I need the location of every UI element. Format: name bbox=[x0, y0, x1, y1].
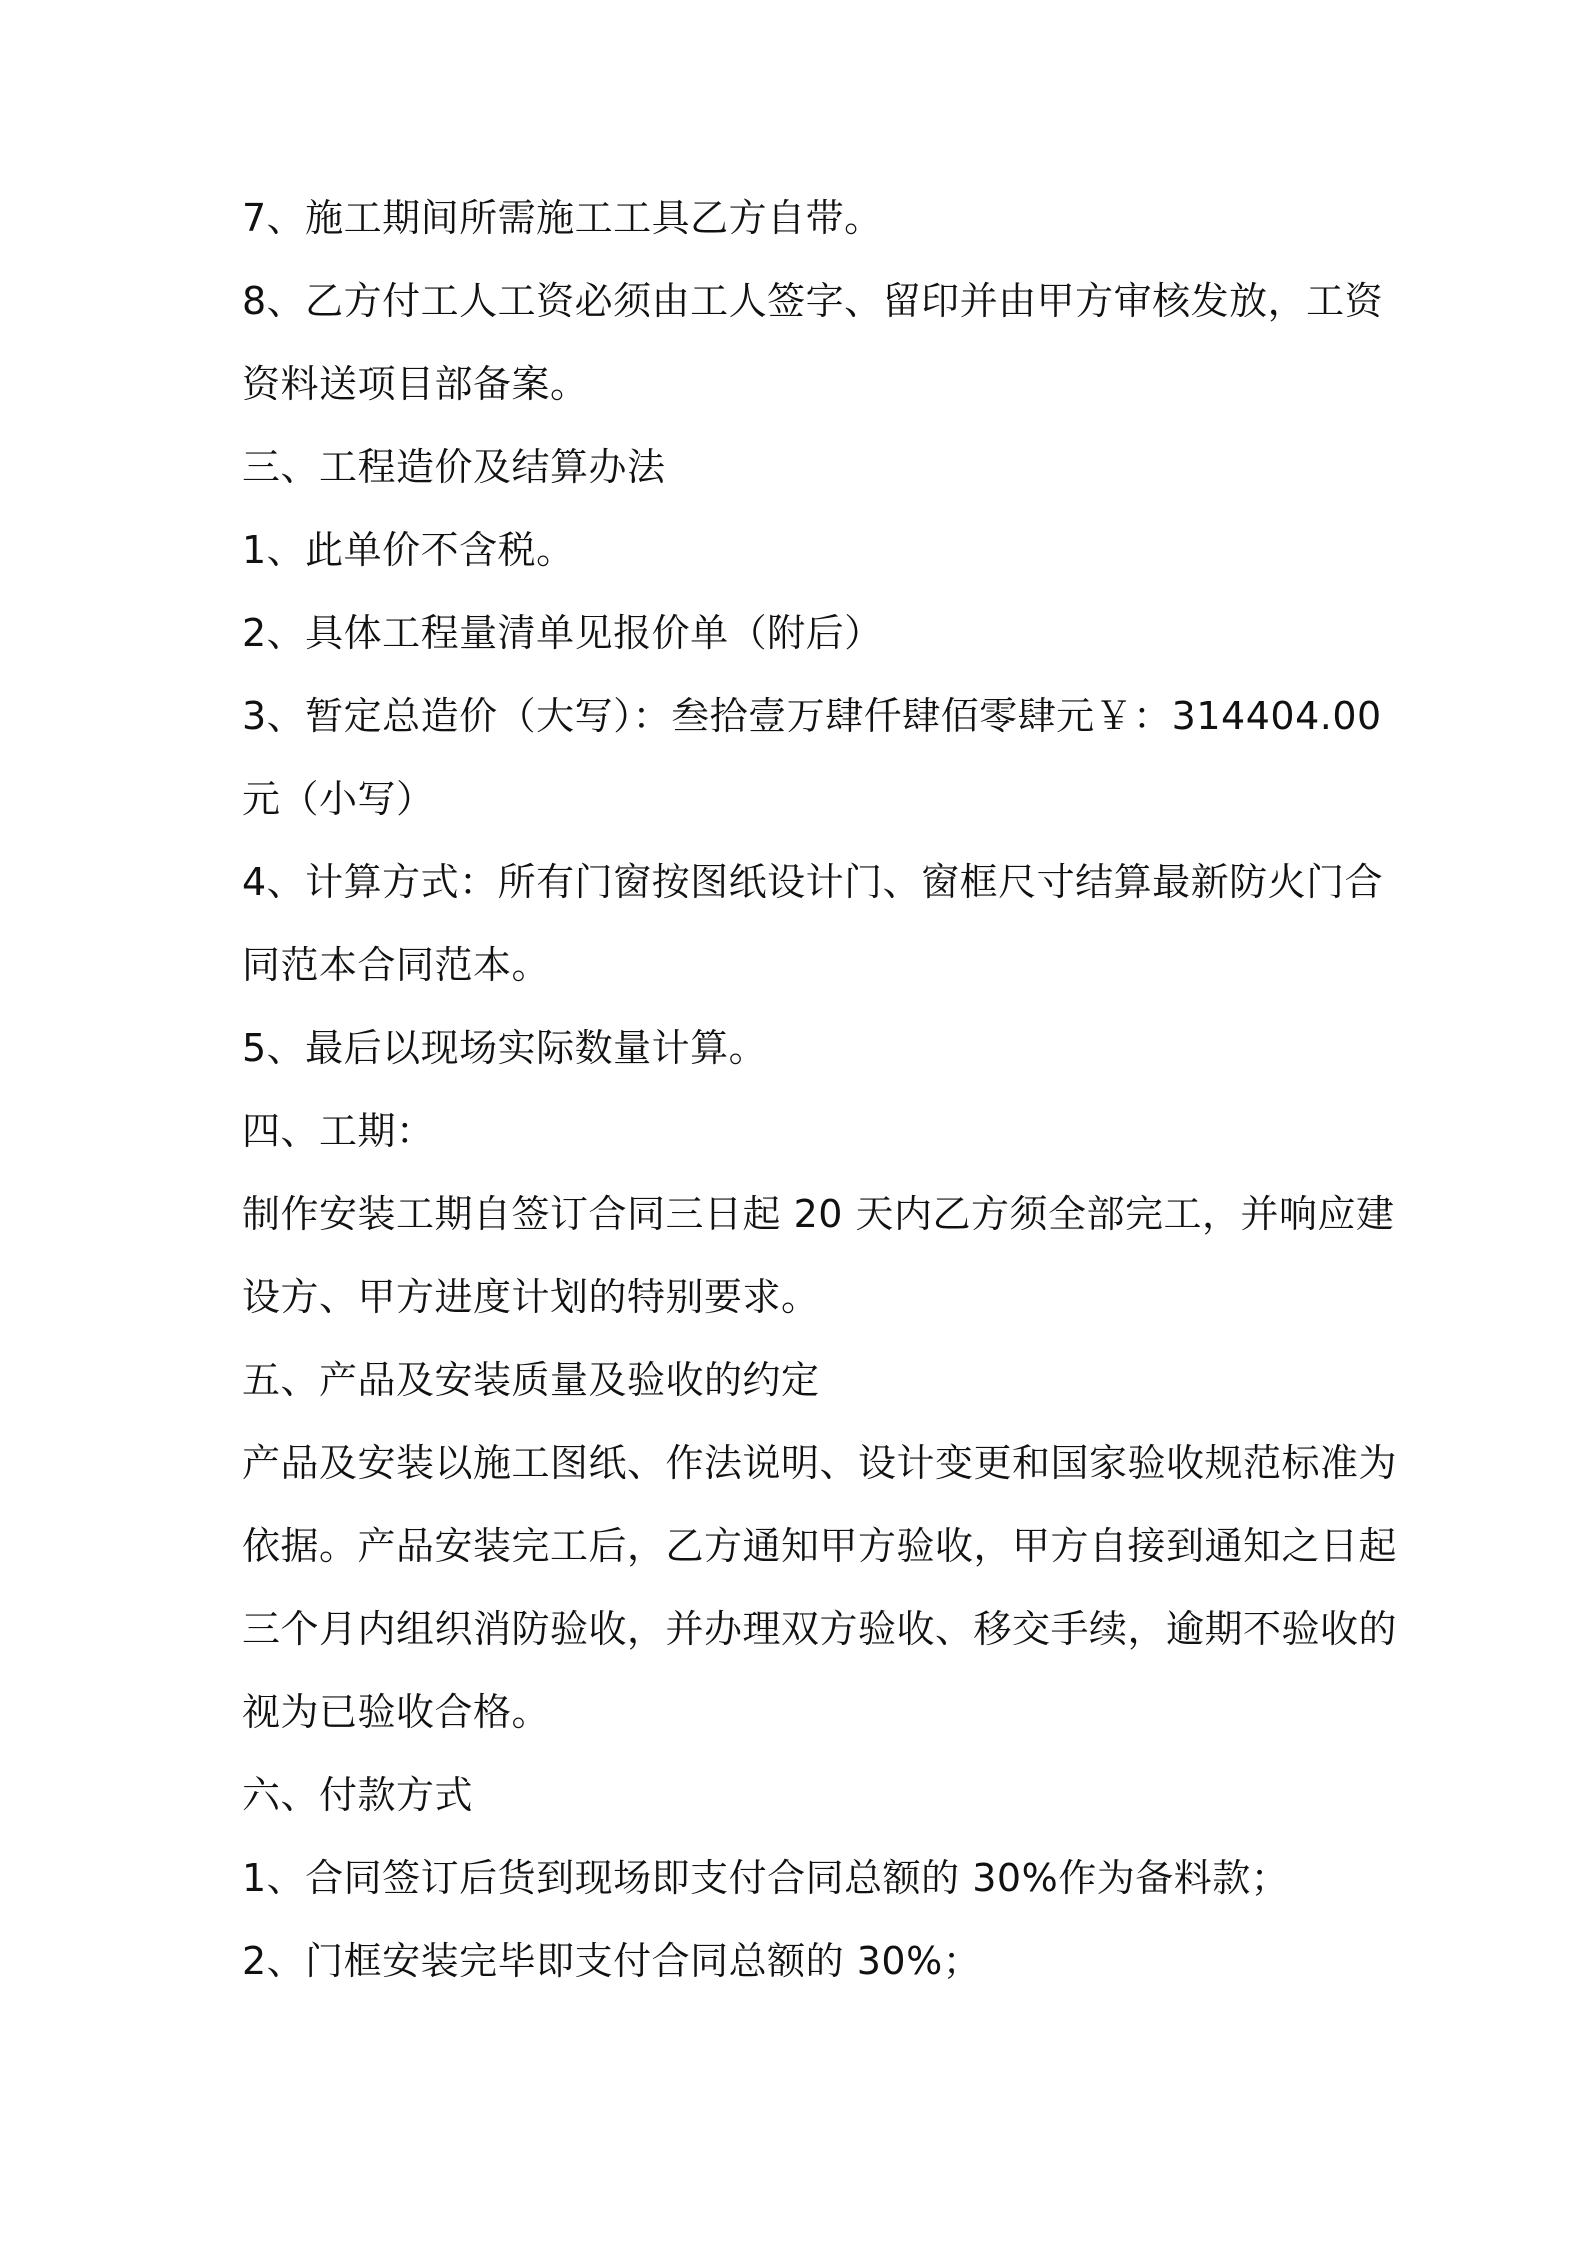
clause-3-1: 1、此单价不含税。 bbox=[242, 528, 575, 572]
clause-3-4-line-2: 同范本合同范本。 bbox=[242, 943, 551, 987]
clause-3-2: 2、具体工程量清单见报价单（附后） bbox=[242, 611, 883, 655]
section-4-text-line-2: 设方、甲方进度计划的特别要求。 bbox=[242, 1275, 820, 1319]
clause-8-wages-line-2: 资料送项目部备案。 bbox=[242, 362, 589, 406]
section-5-text-line-4: 视为已验收合格。 bbox=[242, 1690, 551, 1734]
section-5-text-line-1: 产品及安装以施工图纸、作法说明、设计变更和国家验收规范标准为 bbox=[242, 1441, 1398, 1485]
clause-3-4-line-1: 4、计算方式：所有门窗按图纸设计门、窗框尺寸结算最新防火门合 bbox=[242, 860, 1384, 904]
section-5-text-line-2: 依据。产品安装完工后，乙方通知甲方验收，甲方自接到通知之日起 bbox=[242, 1524, 1398, 1568]
section-5-text-line-3: 三个月内组织消防验收，并办理双方验收、移交手续，逾期不验收的 bbox=[242, 1607, 1398, 1651]
clause-6-2: 2、门框安装完毕即支付合同总额的 30%； bbox=[242, 1939, 982, 1983]
section-4-heading: 四、工期： bbox=[242, 1109, 435, 1153]
clause-7-tools: 7、施工期间所需施工工具乙方自带。 bbox=[242, 196, 883, 240]
clause-3-3-line-2: 元（小写） bbox=[242, 777, 435, 821]
document-body bbox=[242, 196, 1398, 2023]
clause-3-5: 5、最后以现场实际数量计算。 bbox=[242, 1026, 768, 1070]
clause-8-wages-line-1: 8、乙方付工人工资必须由工人签字、留印并由甲方审核发放，工资 bbox=[242, 279, 1384, 323]
clause-6-1: 1、合同签订后货到现场即支付合同总额的 30%作为备料款； bbox=[242, 1856, 1290, 1900]
section-6-heading: 六、付款方式 bbox=[242, 1773, 474, 1817]
section-3-heading: 三、工程造价及结算办法 bbox=[242, 445, 666, 489]
section-5-heading: 五、产品及安装质量及验收的约定 bbox=[242, 1358, 820, 1402]
section-4-text-line-1: 制作安装工期自签订合同三日起 20 天内乙方须全部完工，并响应建 bbox=[242, 1192, 1395, 1236]
clause-3-3-line-1: 3、暂定总造价（大写）：叁拾壹万肆仟肆佰零肆元￥：314404.00 bbox=[242, 694, 1382, 738]
